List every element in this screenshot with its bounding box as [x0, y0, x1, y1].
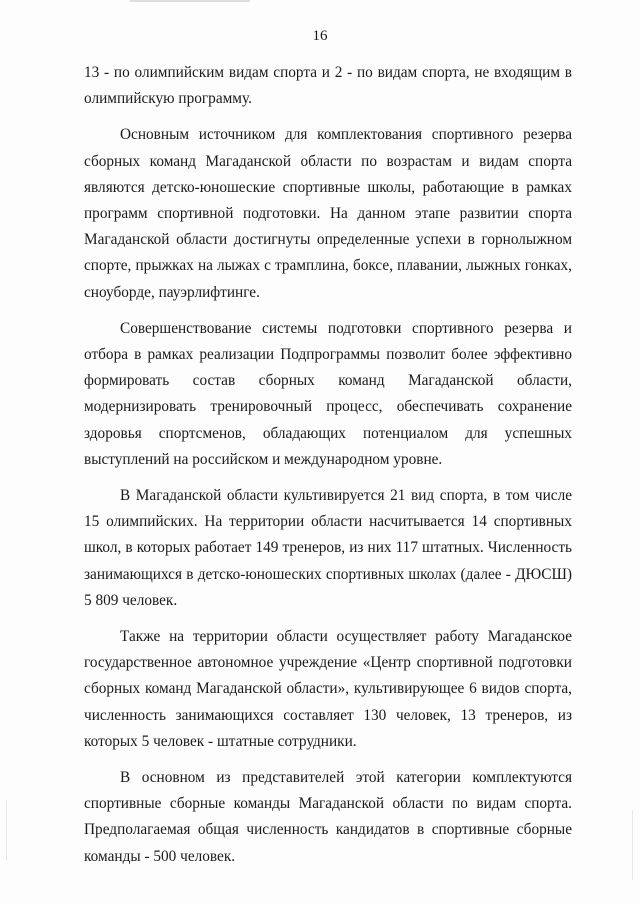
page-number: 16	[312, 28, 328, 44]
paragraph: Совершенствование системы подготовки спортивного резерва и отбора в рамках реализации Подпрограммы позволит более эффективно формировать состав сборных команд Магаданской области, модернизировать тренировочный процесс, обеспечивать сохранение здоровья спортсменов, обладающих потенциалом для успешных выступлений на российском и международном уровне.	[84, 319, 572, 468]
paragraph: 13 - по олимпийским видам спорта и 2 - по видам спорта, не входящим в олимпийскую программу.	[84, 64, 572, 108]
paragraph: Основным источником для комплектования спортивного резерва сборных команд Магаданской области по возрастам и видам спорта являются детско-юношеские спортивные школы, работающие в рамках программ спортивной подготовки. На данном этапе развитии спорта Магаданской области достигнуты определенные успехи в горнолыжном спорте, прыжках на лыжах с трамплина, боксе, плавании, лыжных гонках, сноуборде, пауэрлифтинге.	[84, 126, 572, 301]
paragraph: Также на территории области осуществляет работу Магаданское государственное автономное учреждение «Центр спортивной подготовки сборных команд Магаданской области», культивирующее 6 видов спорта, численность занимающихся составляет 130 человек, 13 тренеров, из которых 5 человек - штатные сотрудники.	[84, 628, 572, 750]
document-body	[84, 60, 572, 870]
scan-artifact	[6, 800, 7, 860]
paragraph: В основном из представителей этой категории комплектуются спортивные сборные команды Магаданской области по видам спорта. Предполагаемая общая численность кандидатов в спортивные сборные команды - 500 человек.	[84, 769, 572, 865]
paragraph: В Магаданской области культивируется 21 вид спорта, в том числе 15 олимпийских. На территории области насчитывается 14 спортивных школ, в которых работает 149 тренеров, из них 117 штатных. Численность занимающихся в детско-юношеских спортивных школах (далее - ДЮСШ) 5 809 человек.	[84, 487, 572, 609]
scan-artifact	[632, 810, 633, 880]
scan-artifact	[130, 0, 250, 2]
